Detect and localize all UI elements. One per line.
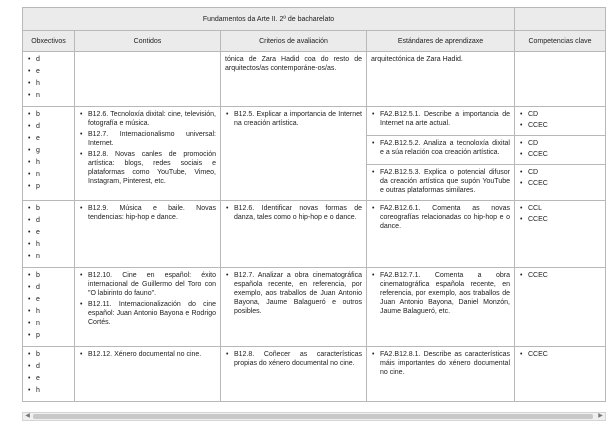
criteria-cell [221,347,367,402]
competences-cell [515,107,606,136]
objective-item: • d [27,122,70,131]
standard-cell [367,165,515,201]
objective-item: • p [27,331,70,340]
competence-item: • CCEC [519,179,601,188]
standard-item: • FA2.B12.5.1. Describe a importancia de Internet na arte actual. [371,110,510,128]
criteria-cell [221,52,367,107]
content-item: • B12.7. Internacionalismo universal: Internet. [79,130,216,148]
criteria-cell [221,268,367,347]
competence-item: • CD [519,168,601,177]
header-criteria: Criterios de avaliación [221,31,367,52]
competence-item: • CCL [519,204,601,213]
competences-cell [515,136,606,165]
criteria-item: tónica de Zara Hadid coa do resto de arquitectos/as contemporáne-os/as. [225,56,362,72]
objective-item: • d [27,216,70,225]
objective-item: • e [27,134,70,143]
content-item: • B12.9. Música e baile. Novas tendencias: hip-hop e dance. [79,204,216,222]
standard-item: • FA2.B12.6.1. Comenta as novas coreografías relacionadas co hip-hop e o dance. [371,204,510,231]
scroll-left-arrow-icon[interactable]: ◀ [25,413,30,419]
contents-cell [75,52,221,107]
objective-item: • h [27,240,70,249]
standard-item: • FA2.B12.7.1. Comenta a obra cinematográfica española recente, en referencia, por exemplo, aos traballos de Juan Antonio Bayona, Daniel Monzón, Jaume Balagueró, etc. [371,271,510,316]
competences-cell [515,201,606,268]
curriculum-table [22,7,606,402]
objective-item: • n [27,319,70,328]
table-row [23,107,606,136]
objective-item: • e [27,374,70,383]
table-row [23,347,606,402]
competence-item: • CCEC [519,215,601,224]
header-objectives: Obxectivos [23,31,75,52]
standard-item: • FA2.B12.8.1. Describe as características máis importantes do xénero documental no cine. [371,350,510,377]
objective-item: • p [27,182,70,191]
standard-cell [367,136,515,165]
criteria-cell [221,107,367,201]
criteria-cell [221,201,367,268]
competences-cell [515,268,606,347]
standard-item: arquitectónica de Zara Hadid. [371,56,463,63]
competence-item: • CCEC [519,350,601,359]
objectives-cell [23,52,75,107]
objective-item: • e [27,67,70,76]
content-item: • B12.12. Xénero documental no cine. [79,350,216,359]
competence-item: • CCEC [519,121,601,130]
standard-cell [367,347,515,402]
objective-item: • e [27,295,70,304]
contents-cell [75,268,221,347]
criteria-item: • B12.7. Analizar a obra cinematográfica española recente, en referencia, por exemplo, aos traballos de Juan Antonio Bayona, Jaume Balagueró e outros posibles. [225,271,362,316]
contents-cell [75,347,221,402]
table-title-blank [515,8,606,31]
objective-item: • b [27,110,70,119]
header-standards: Estándares de aprendizaxe [367,31,515,52]
table-row [23,268,606,347]
objective-item: • d [27,362,70,371]
table-title: Fundamentos da Arte II. 2º de bacharelato [23,8,515,31]
competence-item: • CD [519,110,601,119]
objective-item: • n [27,252,70,261]
competences-cell [515,347,606,402]
objective-item: • b [27,204,70,213]
header-contents: Contidos [75,31,221,52]
competence-item: • CCEC [519,150,601,159]
content-item: • B12.10. Cine en español: éxito internacional de Guillermo del Toro con "O labirinto do fauno". [79,271,216,298]
standard-cell [367,52,515,107]
table-row [23,201,606,268]
competence-item: • CD [519,139,601,148]
standard-item: • FA2.B12.5.3. Explica o potencial difusor da creación artística que supón YouTube e outras plataformas similares. [371,168,510,195]
content-item: • B12.11. Internacionalización do cine español: Juan Antonio Bayona e Rodrigo Cortés. [79,300,216,327]
contents-cell [75,201,221,268]
standard-cell [367,201,515,268]
objective-item: • b [27,350,70,359]
objective-item: • b [27,271,70,280]
criteria-item: • B12.8. Coñecer as características propias do xénero documental no cine. [225,350,362,368]
table-row [23,52,606,107]
standard-item: • FA2.B12.5.2. Analiza a tecnoloxía dixital e a súa relación coa creación artística. [371,139,510,157]
header-competences: Competencias clave [515,31,606,52]
objective-item: • h [27,158,70,167]
objective-item: • h [27,79,70,88]
objective-item: • h [27,307,70,316]
objective-item: • g [27,146,70,155]
objective-item: • n [27,170,70,179]
horizontal-scrollbar[interactable] [22,412,606,421]
competences-cell [515,165,606,201]
content-item: • B12.6. Tecnoloxía dixital: cine, televisión, fotografía e música. [79,110,216,128]
content-item: • B12.8. Novas canles de promoción artística: blogs, redes sociais e plataformas como YouTube, Vimeo, Instagram, Pinterest, etc. [79,150,216,186]
criteria-item: • B12.6. Identificar novas formas de danza, tales como o hip-hop e o dance. [225,204,362,222]
objectives-cell [23,347,75,402]
objectives-cell [23,201,75,268]
objectives-cell [23,107,75,201]
criteria-item: • B12.5. Explicar a importancia de Internet na creación artística. [225,110,362,128]
scroll-thumb[interactable] [33,414,593,419]
objectives-cell [23,268,75,347]
objective-item: • h [27,386,70,395]
objective-item: • d [27,55,70,64]
objective-item: • n [27,91,70,100]
contents-cell [75,107,221,201]
standard-cell [367,268,515,347]
objective-item: • d [27,283,70,292]
objective-item: • e [27,228,70,237]
competences-cell [515,52,606,107]
standard-cell [367,107,515,136]
competence-item: • CCEC [519,271,601,280]
scroll-right-arrow-icon[interactable]: ▶ [598,413,603,419]
